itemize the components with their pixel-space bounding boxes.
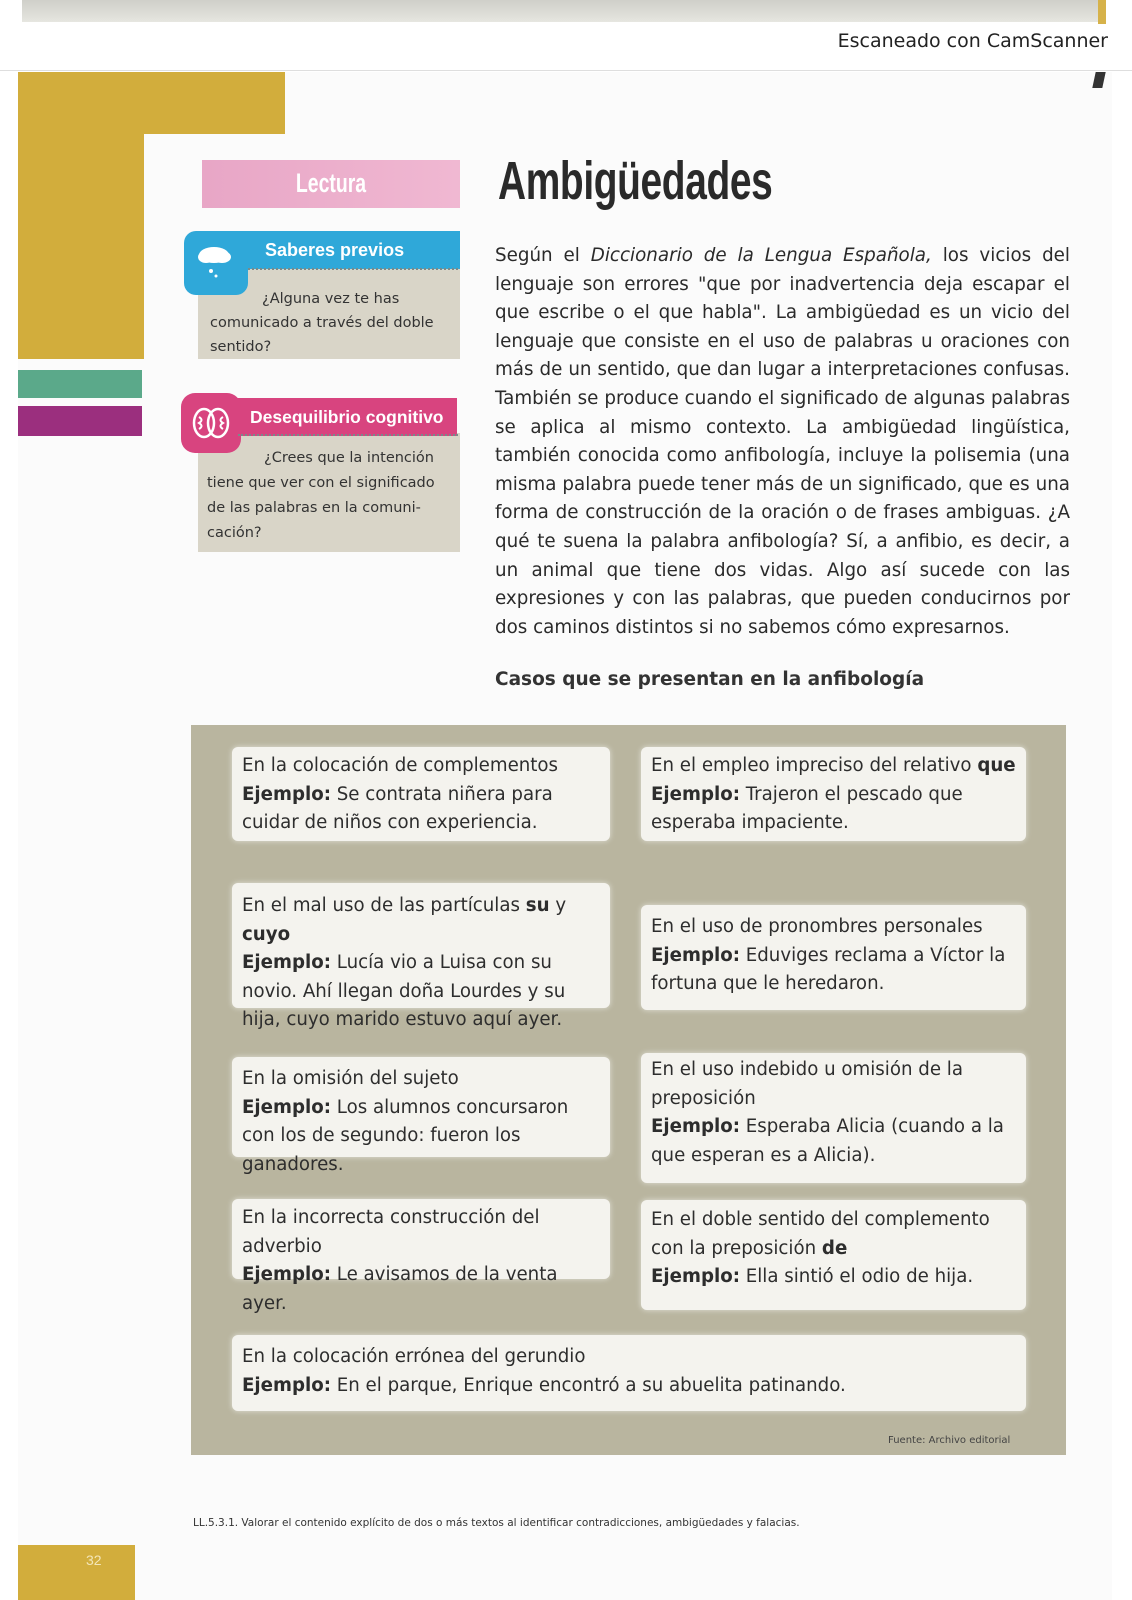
case-card-particulas [232,883,610,1031]
case-title-bold-su: su [525,895,550,916]
case-text [242,1343,1012,1400]
example-label: Ejemplo: [242,1374,331,1396]
example-label: Ejemplo: [651,783,740,805]
desequilibrio-line-2: tiene que ver con el significado [207,475,435,491]
case-example: Eduviges reclama a Víctor la fortuna que le heredaron. [651,944,1006,995]
case-card-sujeto [232,1057,610,1175]
saberes-previos-question [210,287,446,359]
desequilibrio-divider [238,434,458,436]
page-number-tab [18,1545,135,1600]
case-card-complemento-de [641,1200,1026,1310]
case-text [651,752,1019,838]
scan-watermark: Escaneado con CamScanner [837,30,1108,52]
intro-rest: los vicios del lenguaje son errores "que por inadvertencia deja escapar el que escribe o el que habla". La ambigüedad es un vicio del lenguaje que consiste en el uso de palabras u oraciones con más de un sentido, que dan lugar a interpretaciones confusas. También se produce cuando el significado de algunas palabras se aplica al mismo contexto. La ambigüedad lingüística, también conocida como anfibología, incluye la polisemia (una misma palabra puede tener más de un significado, que es una forma de construcción de la oración o de frases ambiguas. ¿A qué te suena la palabra anfibología? Sí, a anfibio, es decir, a un animal que tiene dos vidas. Algo así sucede con las expresiones y con las palabras, que pueden conducirnos por dos caminos distintos si no sabemos cómo expresarnos. [495,245,1070,638]
case-example: Se contrata niñera para cuidar de niños con experiencia. [242,783,553,834]
case-card-adverbio [232,1199,610,1314]
desequilibrio-title: Desequilibrio cognitivo [250,407,444,427]
case-card-complementos [232,747,610,841]
case-title: En la omisión del sujeto [242,1068,459,1089]
saberes-line-3: sentido? [210,339,272,355]
header-divider [0,70,1132,71]
saberes-previos-title: Saberes previos [265,240,405,260]
case-title-bold-cuyo: cuyo [242,923,291,945]
cloud-icon [184,231,248,295]
case-title-bold: de [821,1237,848,1259]
saberes-line-1: ¿Alguna vez te has [262,291,400,307]
source-note: Fuente: Archivo editorial [888,1435,1011,1446]
case-card-preposicion [641,1053,1026,1183]
example-label: Ejemplo: [651,1116,740,1138]
intro-lead: Según el [495,245,591,266]
case-text [651,913,1019,999]
case-title: En el mal uso de las partículas [242,895,526,916]
case-example: Trajeron el pescado que esperaba impaciente. [651,783,963,834]
scan-top-edge [1098,0,1106,24]
desequilibrio-line-4: cación? [207,525,262,541]
green-band [18,370,142,398]
case-card-gerundio [232,1335,1026,1411]
brain-icon [181,393,241,453]
purple-band [18,406,142,436]
example-label: Ejemplo: [651,944,740,966]
scan-top-strip [22,0,1102,22]
case-title: En la colocación de complementos [242,755,559,776]
case-text [651,1206,1019,1292]
desequilibrio-line-3: de las palabras en la comuni- [207,500,421,516]
case-example: En el parque, Enrique encontró a su abuelita patinando. [330,1374,846,1396]
case-title: En el empleo impreciso del relativo [651,755,978,776]
curriculum-footnote: LL.5.3.1. Valorar el contenido explícito de dos o más textos al identificar contradicciones, ambigüedades y falacias. [193,1517,800,1529]
gold-decoration-side [18,72,144,359]
saberes-divider [248,268,458,270]
case-card-pronombres [641,905,1026,1010]
example-label: Ejemplo: [242,952,331,974]
case-example: Lucía vio a Luisa con su novio. Ahí llegan doña Lourdes y su hija, cuyo marido estuvo aquí ayer. [242,952,566,1031]
case-title: En el uso de pronombres personales [651,916,983,937]
example-label: Ejemplo: [242,783,331,805]
example-label: Ejemplo: [242,1096,331,1118]
case-text [651,1056,1019,1170]
dictionary-reference: Diccionario de la Lengua Española, [590,245,932,266]
case-title: En el doble sentido del complemento con la preposición [651,1209,990,1259]
case-text [242,1204,604,1318]
case-title: En la incorrecta construcción del adverbio [242,1207,540,1257]
case-card-relativo [641,747,1026,841]
case-text [242,892,604,1035]
case-example: Los alumnos concursaron con los de segundo: fueron los ganadores. [242,1096,569,1175]
page-title: Ambigüedades [498,151,773,211]
saberes-previos-header [225,231,460,269]
saberes-line-2: comunicado a través del doble [210,315,434,331]
desequilibrio-line-1: ¿Crees que la intención [264,450,434,466]
case-example: Ella sintió el odio de hija. [739,1266,974,1288]
intro-paragraph [495,242,1070,642]
case-example: Le avisamos de la venta ayer. [242,1264,558,1314]
example-label: Ejemplo: [651,1266,740,1288]
example-label: Ejemplo: [242,1264,331,1286]
case-title: En el uso indebido u omisión de la preposición [651,1059,963,1109]
case-example: Esperaba Alicia (cuando a la que esperan es a Alicia). [651,1116,1004,1166]
desequilibrio-question [207,446,453,546]
case-text [242,752,604,838]
case-title-bold: que [977,755,1016,776]
case-title: En la colocación errónea del gerundio [242,1346,586,1367]
lectura-label: Lectura [295,168,367,198]
case-text [242,1065,604,1179]
cases-subtitle: Casos que se presentan en la anfibología [495,669,925,690]
case-title-mid: y [549,895,567,916]
desequilibrio-header [232,398,457,436]
lectura-banner [202,160,460,208]
page-number: 32 [86,1552,102,1568]
